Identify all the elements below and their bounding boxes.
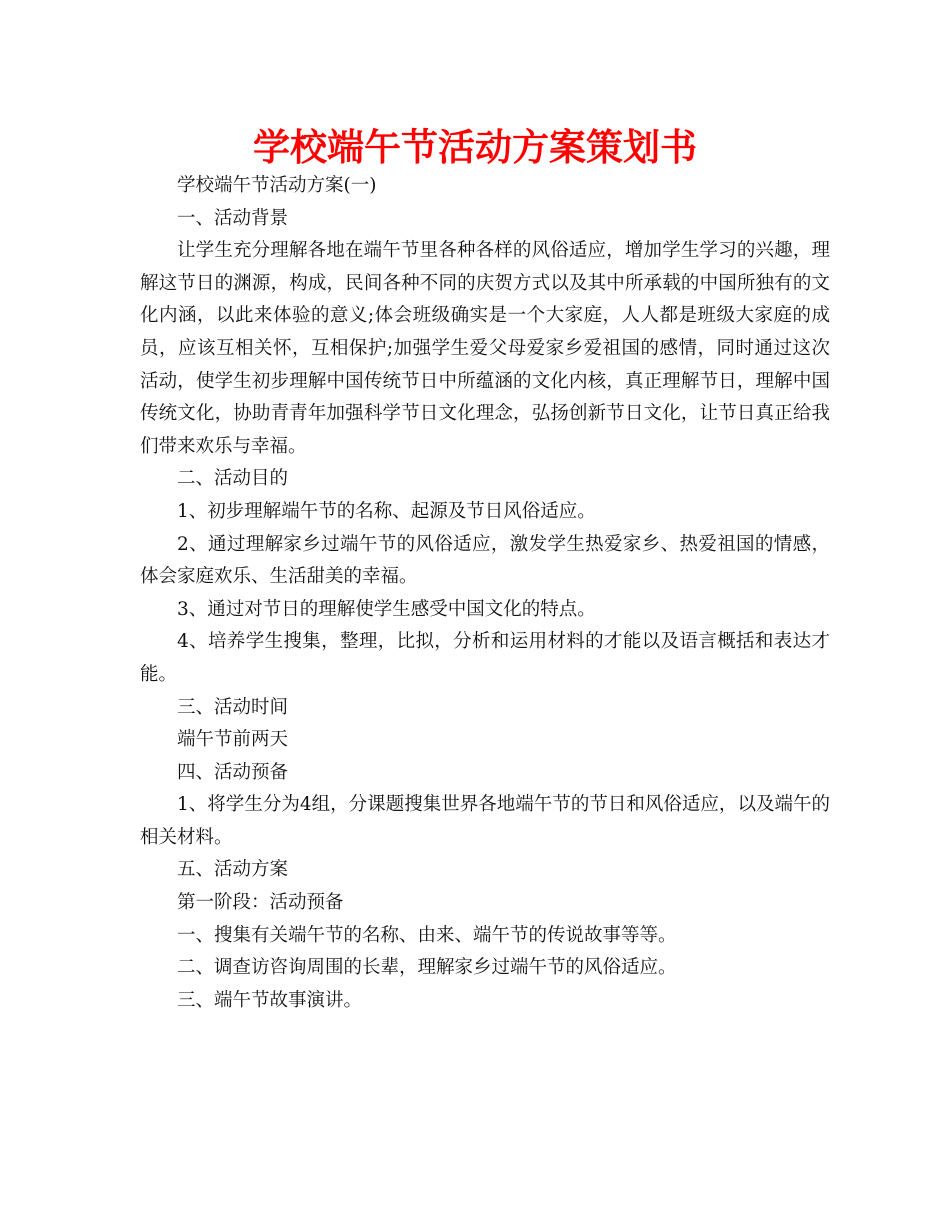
plan-item-2: 二、调查访咨询周围的长辈，理解家乡过端午节的风俗适应。: [177, 957, 677, 979]
plan-item-3: 三、端午节故事演讲。: [177, 989, 363, 1011]
section-heading-purpose: 二、活动目的: [177, 468, 289, 490]
section-heading-time: 三、活动时间: [177, 696, 289, 718]
paragraph-background: 让学生充分理解各地在端午节里各种各样的风俗适应，增加学生学习的兴趣，理解这节日的渊源，构成，民间各种不同的庆贺方式以及其中所承载的中国所独有的文化内涵，以此来体验的意义;体会班级确实是一个大家庭，人人都是班级大家庭的成员，应该互相关怀，互相保护;加强学生爱父母爱家乡爱祖国的感情，同时通过这次活动，使学生初步理解中国传统节日中所蕴涵的文化内核，真正理解节日，理解中国传统文化，协助青青年加强科学节日文化理念，弘扬创新节日文化，让节日真正给我们带来欢乐与幸福。: [140, 240, 830, 457]
purpose-item-4: 4、培养学生搜集，整理，比拟，分析和运用材料的才能以及语言概括和表达才能。: [140, 631, 830, 685]
plan-stage-1: 第一阶段：活动预备: [177, 892, 344, 914]
paragraph-subtitle: 学校端午节活动方案(一): [177, 175, 377, 196]
preparation-item-1: 1、将学生分为4组，分课题搜集世界各地端午节的节日和风俗适应，以及端午的相关材料。: [140, 794, 830, 848]
section-heading-preparation: 四、活动预备: [177, 761, 289, 783]
purpose-item-3: 3、通过对节日的理解使学生感受中国文化的特点。: [177, 598, 596, 620]
paragraph-time: 端午节前两天: [177, 729, 289, 751]
plan-item-1: 一、搜集有关端午节的名称、由来、端午节的传说故事等等。: [177, 924, 677, 946]
document-body: [140, 170, 830, 1017]
document-title: 学校端午节活动方案策划书: [253, 125, 697, 169]
section-heading-background: 一、活动背景: [177, 207, 289, 229]
purpose-item-2: 2、通过理解家乡过端午节的风俗适应，激发学生热爱家乡、热爱祖国的情感，体会家庭欢乐、生活甜美的幸福。: [140, 533, 830, 588]
purpose-item-1: 1、初步理解端午节的名称、起源及节日风俗适应。: [177, 500, 596, 522]
section-heading-plan: 五、活动方案: [177, 859, 289, 881]
